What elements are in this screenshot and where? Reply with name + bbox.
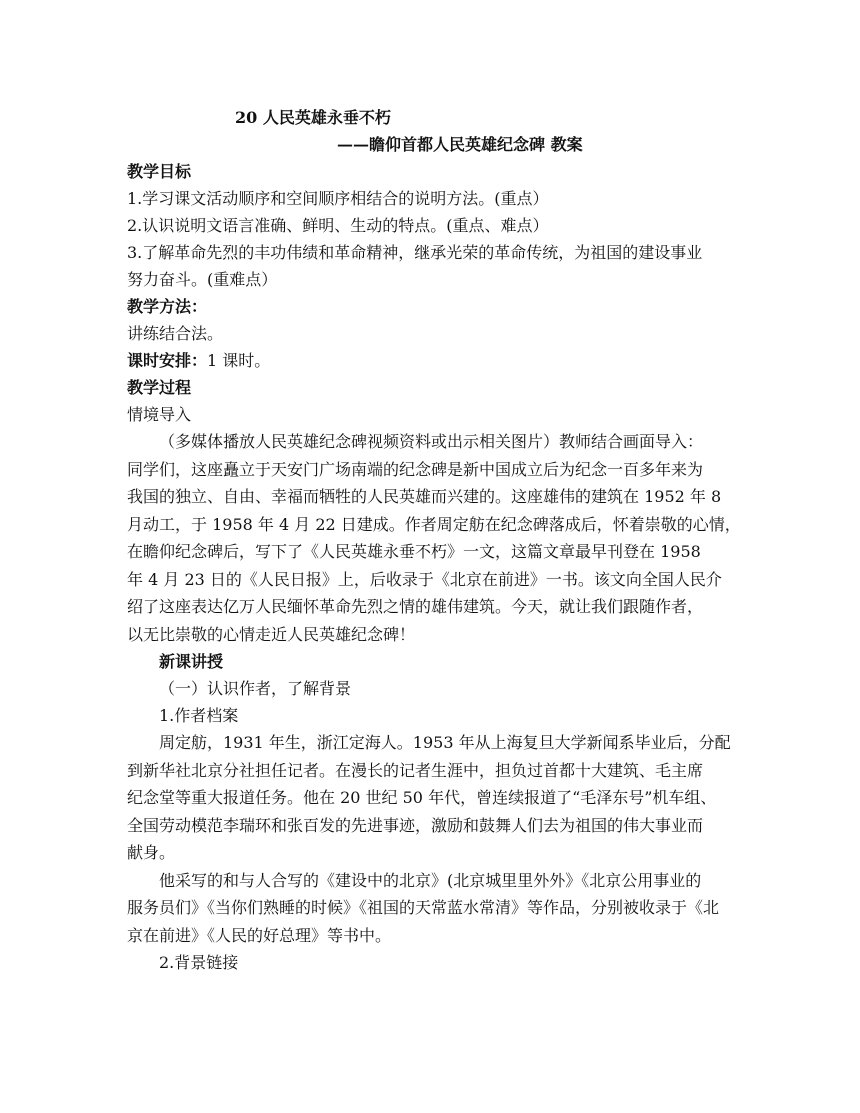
author-line-3: 纪念堂等重大报道任务。他在 20 世纪 50 年代，曾连续报道了“毛泽东号”机车组、 [127,788,717,807]
goal-item-1: 1.学习课文活动顺序和空间顺序相结合的说明方法。(重点） [127,189,549,208]
intro-line-5: 在瞻仰纪念碑后，写下了《人民英雄永垂不朽》一文，这篇文章最早刊登在 1958 [127,542,701,561]
method-text: 讲练结合法。 [127,324,224,343]
schedule-text: 1 课时。 [207,351,271,370]
works-line-3: 京在前进》《人民的好总理》等书中。 [127,925,392,945]
works-paragraph [127,867,739,950]
intro-paragraph [127,428,739,648]
method-heading: 教学方法： [127,297,208,316]
author-line-5: 献身。 [127,843,176,862]
intro-line-3: 我国的独立、自由、幸福而牺牲的人民英雄而兴建的。这座雄伟的建筑在 1952 年 8 [127,487,722,506]
intro-line-6: 年 4 月 23 日的《人民日报》上，后收录于《北京在前进》一书。该文向全国人民介 [127,569,722,589]
lesson-plan-page [127,104,739,976]
intro-line-4: 月动工，于 1958 年 4 月 22 日建成。作者周定舫在纪念碑落成后，怀着崇敬的心情， [127,514,741,534]
works-line-1: 他采写的和与人合写的《建设中的北京》(北京城里里外外》《北京公用事业的 [159,870,702,890]
author-line-4: 全国劳动模范李瑞环和张百发的先进事迹，激励和鼓舞人们去为祖国的伟大事业而 [127,815,704,835]
author-line-1: 周定舫，1931 年生，浙江定海人。1953 年从上海复旦大学新闻系毕业后，分配 [159,733,731,752]
author-file-heading: 1.作者档案 [159,706,239,725]
intro-line-7: 绍了这座表达亿万人民缅怀革命先烈之情的雄伟建筑。今天，就让我们跟随作者， [127,597,704,616]
document-subtitle: ——瞻仰首都人民英雄纪念碑 教案 [337,135,583,154]
document-title: 20 人民英雄永垂不朽 [235,108,391,127]
intro-line-1: （多媒体播放人民英雄纪念碑视频资料或出示相关图片）教师结合画面导入： [159,432,704,451]
goal-item-3: 3.了解革命先烈的丰功伟绩和革命精神，继承光荣的革命传统，为祖国的建设事业 [127,243,703,262]
intro-line-8: 以无比崇敬的心情走近人民英雄纪念碑！ [127,624,416,644]
process-subheading: 情境导入 [127,405,192,424]
goal-item-3-continued: 努力奋斗。(重难点） [127,270,278,289]
goal-item-2: 2.认识说明文语言准确、鲜明、生动的特点。(重点、难点） [127,216,549,235]
author-paragraph [127,729,739,867]
process-heading: 教学过程 [127,378,192,397]
section-1-heading: （一）认识作者，了解背景 [159,679,352,698]
schedule-row [127,347,739,374]
schedule-heading: 课时安排： [127,351,208,370]
goals-heading: 教学目标 [127,162,192,181]
new-lesson-heading: 新课讲授 [159,652,224,671]
works-line-2: 服务员们》《当你们熟睡的时候》《祖国的天常蓝水常清》等作品，分别被收录于《北 [127,898,720,917]
author-line-2: 到新华社北京分社担任记者。在漫长的记者生涯中，担负过首都十大建筑、毛主席 [127,760,704,780]
intro-line-2: 同学们，这座矗立于天安门广场南端的纪念碑是新中国成立后为纪念一百多年来为 [127,459,704,479]
background-link-heading: 2.背景链接 [159,953,239,972]
